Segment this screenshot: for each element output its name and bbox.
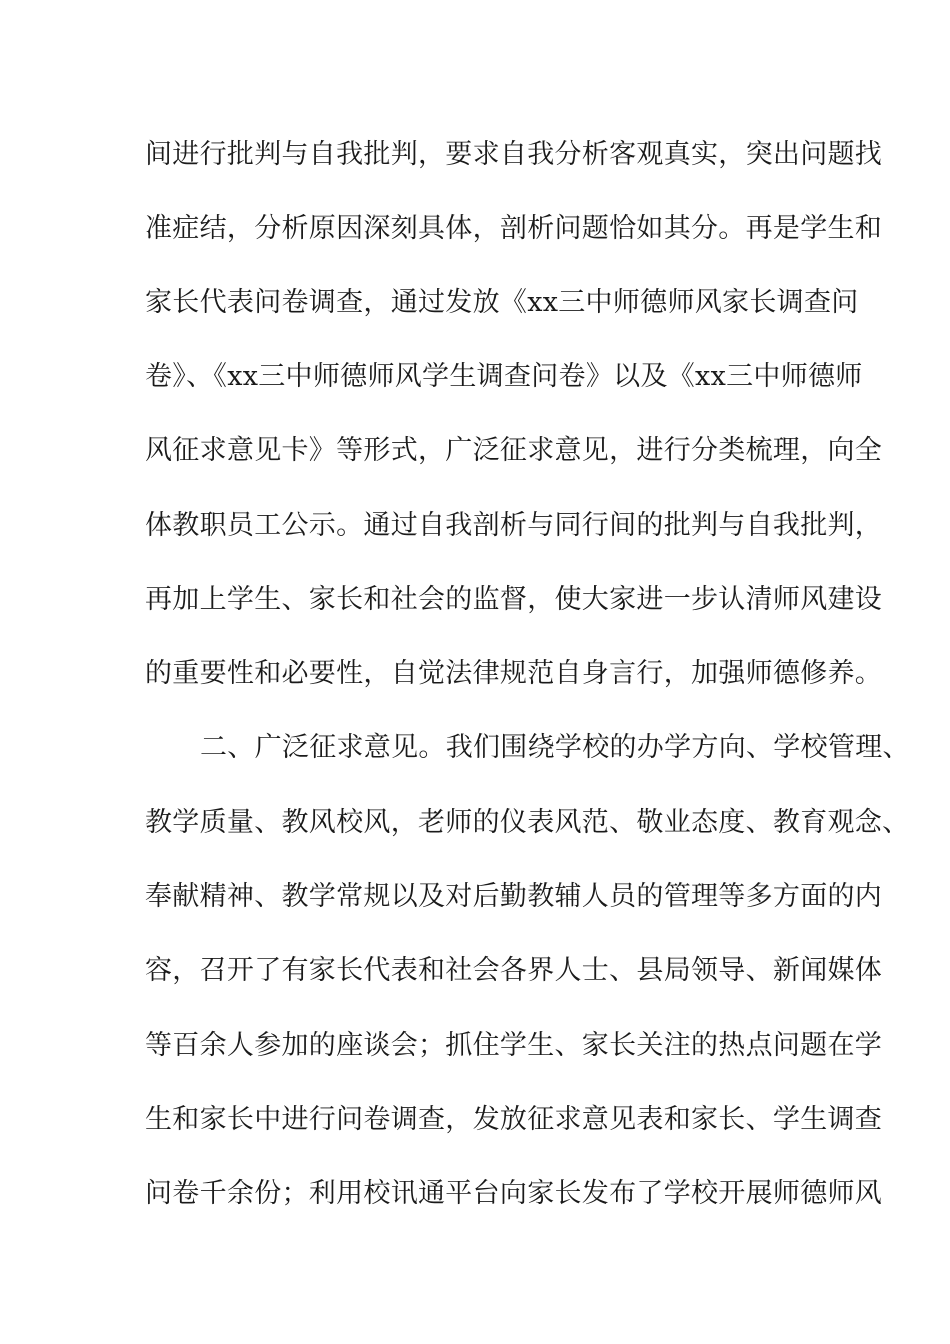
text-line-6: 体教职员工公示。通过自我剖析与同行间的批判与自我批判，: [145, 510, 883, 541]
paragraph-start-line: 二、广泛征求意见。我们围绕学校的办学方向、学校管理、: [200, 732, 910, 763]
text-line-11: 奉献精神、教学常规以及对后勤教辅人员的管理等多方面的内: [145, 881, 883, 912]
text-line-14: 生和家长中进行问卷调查，发放征求意见表和家长、学生调查: [145, 1104, 883, 1135]
text-line-7: 再加上学生、家长和社会的监督，使大家进一步认清师风建设: [145, 584, 883, 615]
text-line-8: 的重要性和必要性，自觉法律规范自身言行，加强师德修养。: [145, 658, 883, 689]
text-line-10: 教学质量、教风校风，老师的仪表风范、敬业态度、教育观念、: [145, 807, 910, 838]
text-line-13: 等百余人参加的座谈会；抓住学生、家长关注的热点问题在学: [145, 1030, 883, 1061]
text-line-4: 卷》、《xx三中师德师风学生调查问卷》以及《xx三中师德师: [145, 361, 863, 392]
text-line-3: 家长代表问卷调查，通过发放《xx三中师德师风家长调查问: [145, 287, 859, 318]
text-line-12: 容，召开了有家长代表和社会各界人士、县局领导、新闻媒体: [145, 955, 883, 986]
text-line-2: 准症结，分析原因深刻具体，剖析问题恰如其分。再是学生和: [145, 213, 883, 244]
text-line-1: 间进行批判与自我批判，要求自我分析客观真实，突出问题找: [145, 139, 883, 170]
text-line-15: 问卷千余份；利用校讯通平台向家长发布了学校开展师德师风: [145, 1178, 883, 1209]
text-line-5: 风征求意见卡》等形式，广泛征求意见，进行分类梳理，向全: [145, 435, 883, 466]
